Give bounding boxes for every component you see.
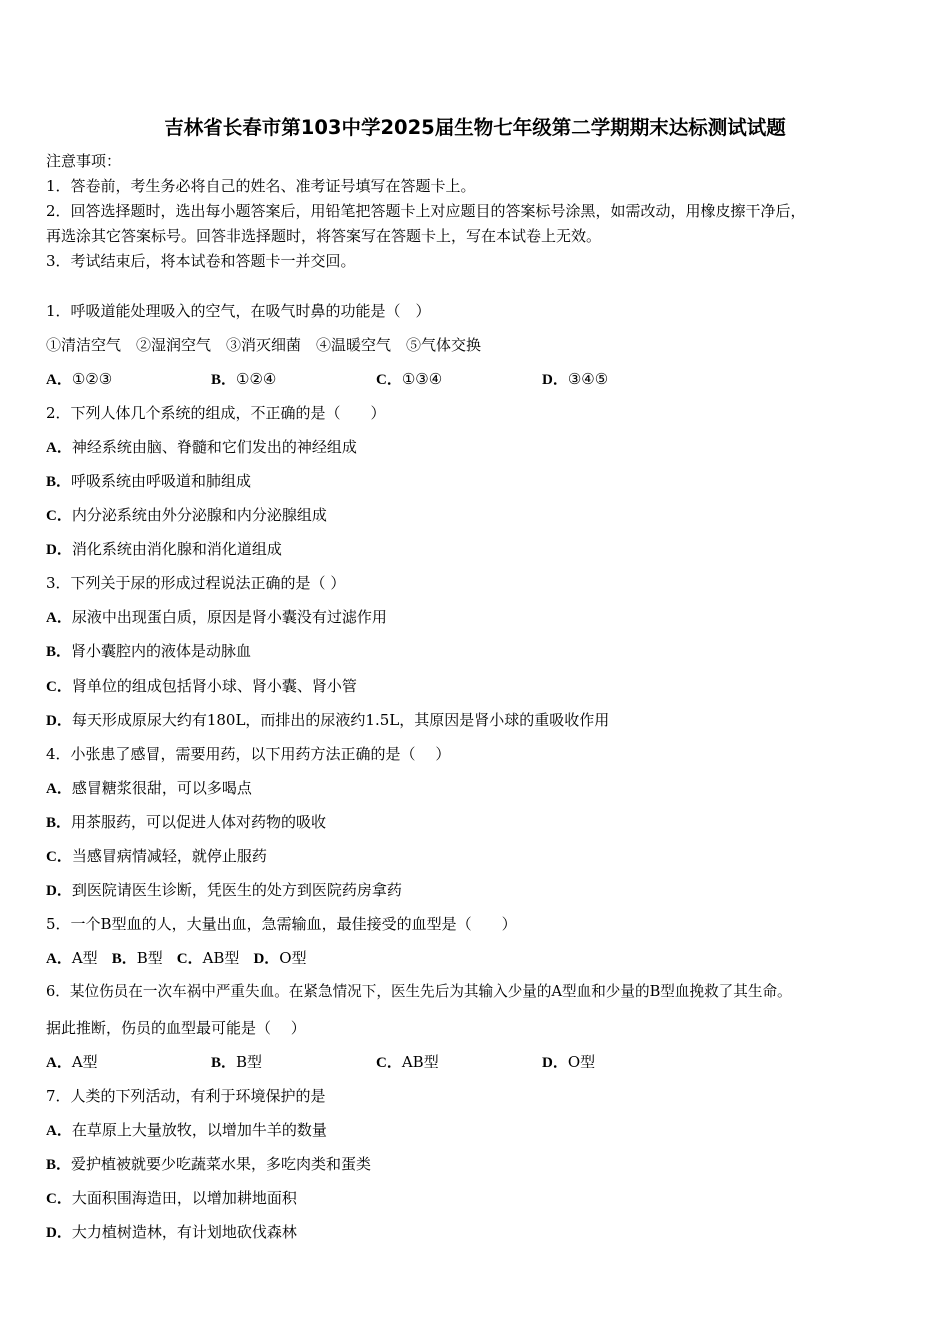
option-text: A型 <box>71 1053 98 1071</box>
option-a[interactable] <box>46 369 112 390</box>
question-3-stem: 3．下列关于尿的形成过程说法正确的是（ ） <box>46 574 346 592</box>
question-5-stem: 5．一个B型血的人，大量出血，急需输血，最佳接受的血型是（ ） <box>46 915 517 933</box>
option-text: 每天形成原尿大约有180L，而排出的尿液约1.5L，其原因是肾小球的重吸收作用 <box>71 711 610 729</box>
option-text: 肾单位的组成包括肾小球、肾小囊、肾小管 <box>71 677 357 695</box>
option-a[interactable] <box>46 778 252 799</box>
option-text: 爱护植被就要少吃蔬菜水果，多吃肉类和蛋类 <box>71 1155 372 1173</box>
option-label: B． <box>46 1157 72 1173</box>
option-label: D． <box>46 713 72 729</box>
option-label: B． <box>46 644 72 660</box>
option-c[interactable] <box>376 1052 439 1073</box>
option-text: ①②③ <box>71 370 113 388</box>
option-label: B． <box>211 1055 237 1071</box>
option-label: D． <box>46 542 72 558</box>
option-text: 感冒糖浆很甜，可以多喝点 <box>71 779 252 797</box>
option-d[interactable] <box>46 1222 297 1243</box>
option-b[interactable] <box>211 1052 262 1073</box>
option-c[interactable] <box>46 505 327 526</box>
notice-item: 再选涂其它答案标号。回答非选择题时，将答案写在答题卡上，写在本试卷上无效。 <box>46 227 602 245</box>
question-2-stem: 2．下列人体几个系统的组成，不正确的是（ ） <box>46 404 386 422</box>
question-6-stem: 6．某位伤员在一次车祸中严重失血。在紧急情况下，医生先后为其输入少量的A型血和少量的B型血挽救了其生命。 <box>46 983 792 1000</box>
option-d[interactable] <box>542 369 608 390</box>
question-4-stem: 4．小张患了感冒，需要用药，以下用药方法正确的是（ ） <box>46 745 451 763</box>
option-label: D． <box>46 883 72 899</box>
option-text: 大面积围海造田，以增加耕地面积 <box>71 1189 297 1207</box>
option-text: 到医院请医生诊断，凭医生的处方到医院药房拿药 <box>71 881 402 899</box>
option-label: C． <box>376 1055 402 1071</box>
option-b[interactable] <box>211 369 276 390</box>
option-text: O型 <box>279 949 307 967</box>
option-label: A． <box>46 440 72 456</box>
option-b[interactable] <box>112 949 163 967</box>
option-label: C． <box>46 679 72 695</box>
notice-heading: 注意事项： <box>46 152 122 170</box>
option-text: 呼吸系统由呼吸道和肺组成 <box>71 472 252 490</box>
option-label: A． <box>46 1055 72 1071</box>
option-label: C． <box>376 372 402 388</box>
option-label: C． <box>46 849 72 865</box>
question-1-stem: 1．呼吸道能处理吸入的空气，在吸气时鼻的功能是（ ） <box>46 302 431 320</box>
option-label: B． <box>46 815 72 831</box>
option-label: B． <box>46 474 72 490</box>
option-text: 当感冒病情减轻，就停止服药 <box>71 847 267 865</box>
page-title: 吉林省长春市第103中学2025届生物七年级第二学期期末达标测试试题 <box>164 116 786 139</box>
option-a[interactable] <box>46 1120 327 1141</box>
option-text: 内分泌系统由外分泌腺和内分泌腺组成 <box>71 506 327 524</box>
option-c[interactable] <box>46 676 357 697</box>
option-label: C． <box>46 1191 72 1207</box>
option-label: D． <box>542 372 568 388</box>
option-label: C． <box>176 951 203 967</box>
option-b[interactable] <box>46 812 326 833</box>
option-text: 消化系统由消化腺和消化道组成 <box>71 540 282 558</box>
option-text: B型 <box>136 949 163 967</box>
question-6-stem-cont: 据此推断，伤员的血型最可能是（ ） <box>46 1019 306 1037</box>
option-text: 肾小囊腔内的液体是动脉血 <box>71 642 252 660</box>
option-a[interactable] <box>46 949 98 967</box>
notice-item: 1．答卷前，考生务必将自己的姓名、准考证号填写在答题卡上。 <box>46 177 476 195</box>
option-text: ①②④ <box>236 370 277 388</box>
option-text: O型 <box>567 1053 596 1071</box>
option-label: A． <box>46 951 72 967</box>
option-text: 神经系统由脑、脊髓和它们发出的神经组成 <box>71 438 357 456</box>
option-text: AB型 <box>202 949 240 967</box>
option-c[interactable] <box>46 1188 297 1209</box>
question-7-stem: 7．人类的下列活动，有利于环境保护的是 <box>46 1087 326 1105</box>
option-label: D． <box>253 951 280 967</box>
option-d[interactable] <box>46 539 282 560</box>
option-text: AB型 <box>401 1053 439 1071</box>
option-b[interactable] <box>46 471 251 492</box>
notice-item: 2．回答选择题时，选出每小题答案后，用铅笔把答题卡上对应题目的答案标号涂黑，如需改动，用橡皮擦干净后， <box>46 202 806 220</box>
option-text: ③④⑤ <box>567 370 609 388</box>
option-c[interactable] <box>46 846 267 867</box>
option-label: C． <box>46 508 72 524</box>
option-label: D． <box>542 1055 568 1071</box>
question-5-options <box>46 948 321 969</box>
option-label: B． <box>211 372 237 388</box>
option-c[interactable] <box>177 949 240 967</box>
option-label: A． <box>46 781 72 797</box>
option-label: A． <box>46 372 72 388</box>
option-a[interactable] <box>46 1052 98 1073</box>
option-text: B型 <box>236 1053 263 1071</box>
option-d[interactable] <box>253 949 306 967</box>
option-b[interactable] <box>46 1154 371 1175</box>
option-b[interactable] <box>46 641 251 662</box>
option-a[interactable] <box>46 607 387 628</box>
notice-item: 3．考试结束后，将本试卷和答题卡一并交回。 <box>46 252 356 270</box>
option-d[interactable] <box>542 1052 595 1073</box>
option-text: ①③④ <box>401 370 443 388</box>
option-a[interactable] <box>46 437 357 458</box>
option-text: 尿液中出现蛋白质，原因是肾小囊没有过滤作用 <box>71 608 387 626</box>
option-text: 用茶服药，可以促进人体对药物的吸收 <box>71 813 327 831</box>
option-c[interactable] <box>376 369 442 390</box>
option-text: A型 <box>71 949 98 967</box>
option-text: 在草原上大量放牧，以增加牛羊的数量 <box>71 1121 327 1139</box>
option-d[interactable] <box>46 710 609 731</box>
option-label: B． <box>111 951 137 967</box>
question-1-sub: ①清洁空气 ②湿润空气 ③消灭细菌 ④温暖空气 ⑤气体交换 <box>46 336 482 354</box>
option-d[interactable] <box>46 880 402 901</box>
option-label: A． <box>46 610 72 626</box>
option-label: A． <box>46 1123 72 1139</box>
option-text: 大力植树造林，有计划地砍伐森林 <box>71 1223 297 1241</box>
option-label: D． <box>46 1225 72 1241</box>
